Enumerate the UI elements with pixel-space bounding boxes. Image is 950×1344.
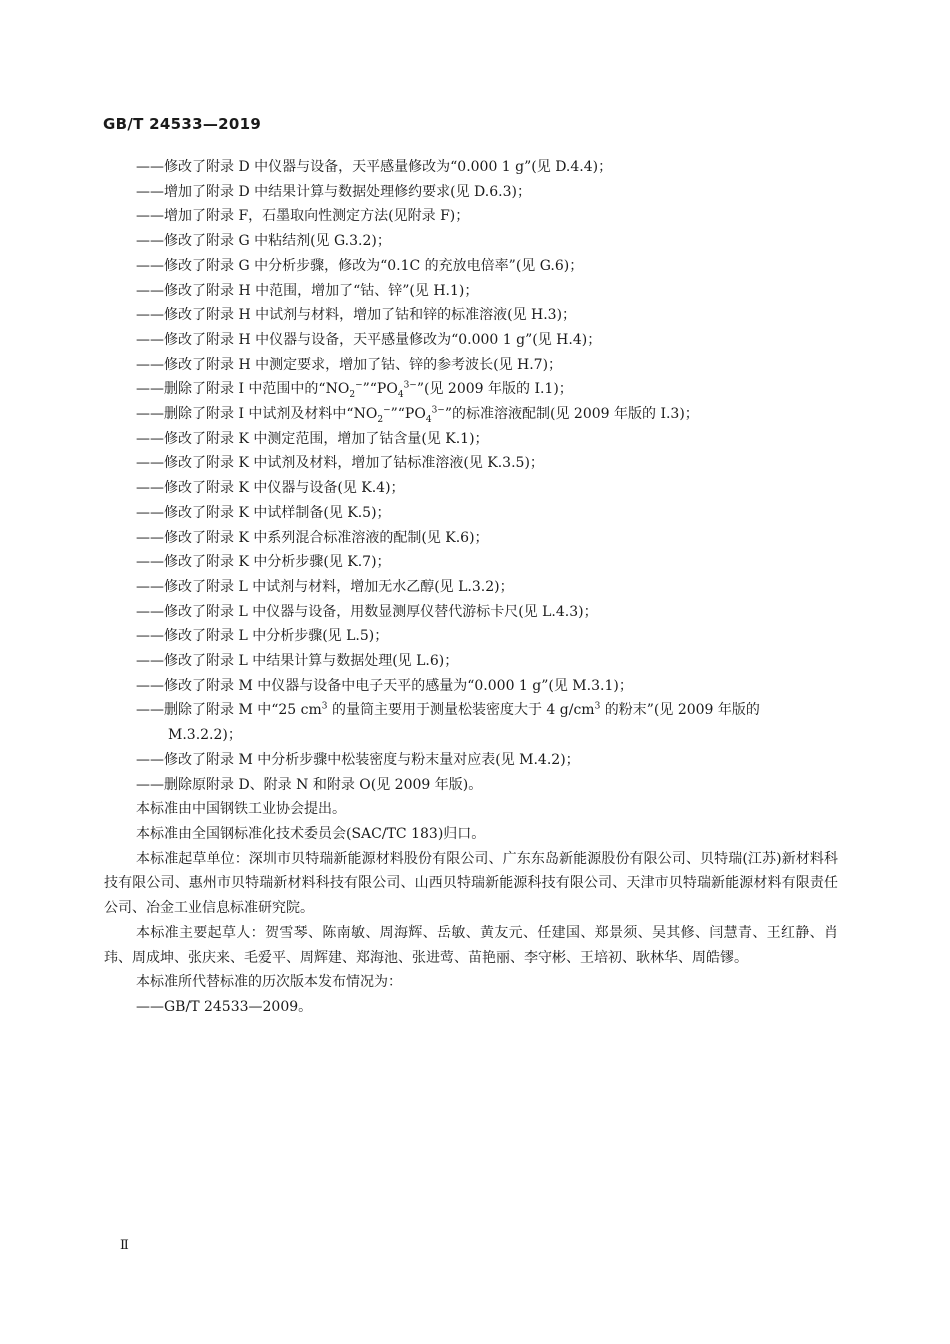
list-item: ——修改了附录 K 中仪器与设备(见 K.4)； — [136, 480, 405, 497]
list-item-no2-range: ——删除了附录 I 中范围中的“$NO_2^-”“PO_4^{3-}$”(见 2009 年版的 I.1)； — [136, 380, 573, 401]
list-item: ——增加了附录 F，石墨取向性测定方法(见附录 F)； — [136, 208, 470, 225]
list-item: ——修改了附录 K 中试样制备(见 K.5)； — [136, 504, 391, 521]
list-item: ——修改了附录 K 中系列混合标准溶液的配制(见 K.6)； — [136, 529, 489, 546]
list-item: ——修改了附录 H 中试剂与材料，增加了钴和锌的标准溶液(见 H.3)； — [136, 307, 577, 324]
page-number: Ⅱ — [120, 1238, 129, 1253]
list-item: ——修改了附录 L 中仪器与设备，用数显测厚仪替代游标卡尺(见 L.4.3)； — [136, 603, 598, 620]
list-item: ——修改了附录 G 中分析步骤，修改为“0.1C 的充放电倍率”(见 G.6)； — [136, 257, 584, 274]
list-item: ——修改了附录 L 中结果计算与数据处理(见 L.6)； — [136, 653, 459, 670]
list-item: ——增加了附录 D 中结果计算与数据处理修约要求(见 D.6.3)； — [136, 183, 531, 200]
paragraph-drafting-units: 本标准起草单位：深圳市贝特瑞新能源材料股份有限公司、广东东岛新能源股份有限公司、贝特瑞(江苏)新材料科技有限公司、惠州市贝特瑞新材料科技有限公司、山西贝特瑞新能源科技有限公司、天津市贝特瑞新能源材料有限责任公司、冶金工业信息标准研究院。 — [104, 850, 838, 917]
foreword-content — [104, 155, 838, 1020]
list-item: ——修改了附录 L 中试剂与材料，增加无水乙醇(见 L.3.2)； — [136, 578, 514, 595]
paragraph-drafters: 本标准主要起草人：贺雪琴、陈南敏、周海辉、岳敏、黄友元、任建国、郑景须、吴其修、闫慧青、王红静、肖玮、周成坤、张庆来、毛爱平、周辉建、郑海池、张进莺、苗艳丽、李守彬、王培初、耿林华、周皓镠。 — [104, 924, 838, 966]
paragraph-history: 本标准所代替标准的历次版本发布情况为： — [136, 974, 402, 991]
list-item-no2-reagents: ——删除了附录 I 中试剂及材料中“$NO_2^-”“PO_4^{3-}$”的标准溶液配制(见 2009 年版的 I.3)； — [136, 405, 699, 425]
list-item: ——修改了附录 H 中测定要求，增加了钴、锌的参考波长(见 H.7)； — [136, 356, 563, 373]
list-item-cylinder: ——删除了附录 M 中“25 $cm^3$ 的量筒主要用于测量松装密度大于 4 $g/cm^3$ 的粉末”(见 2009 年版的 M.3.2.2)； — [136, 701, 760, 744]
list-item-previous-edition: ——GB/T 24533—2009。 — [136, 998, 313, 1015]
list-item: ——修改了附录 H 中范围，增加了“钴、锌”(见 H.1)； — [136, 282, 479, 299]
list-item: ——修改了附录 K 中测定范围，增加了钴含量(见 K.1)； — [136, 430, 489, 447]
list-item: ——修改了附录 D 中仪器与设备，天平感量修改为“0.000 1 g”(见 D.4.4)； — [136, 159, 613, 175]
list-item: ——修改了附录 M 中仪器与设备中电子天平的感量为“0.000 1 g”(见 M.3.1)； — [136, 677, 633, 694]
standard-number-header: GB/T 24533—2019 — [103, 115, 262, 133]
list-item: ——修改了附录 G 中粘结剂(见 G.3.2)； — [136, 233, 391, 250]
list-item: ——修改了附录 H 中仪器与设备，天平感量修改为“0.000 1 g”(见 H.4)； — [136, 331, 602, 348]
list-item: ——修改了附录 M 中分析步骤中松装密度与粉末量对应表(见 M.4.2)； — [136, 751, 580, 768]
paragraph-committee: 本标准由全国钢标准化技术委员会(SAC/TC 183)归口。 — [136, 825, 486, 842]
paragraph-proposed: 本标准由中国钢铁工业协会提出。 — [136, 801, 346, 818]
list-item: ——修改了附录 K 中试剂及材料，增加了钴标准溶液(见 K.3.5)； — [136, 455, 544, 472]
list-item: ——修改了附录 L 中分析步骤(见 L.5)； — [136, 628, 389, 645]
list-item: ——修改了附录 K 中分析步骤(见 K.7)； — [136, 554, 391, 571]
list-item: ——删除原附录 D、附录 N 和附录 O(见 2009 年版)。 — [136, 776, 483, 793]
